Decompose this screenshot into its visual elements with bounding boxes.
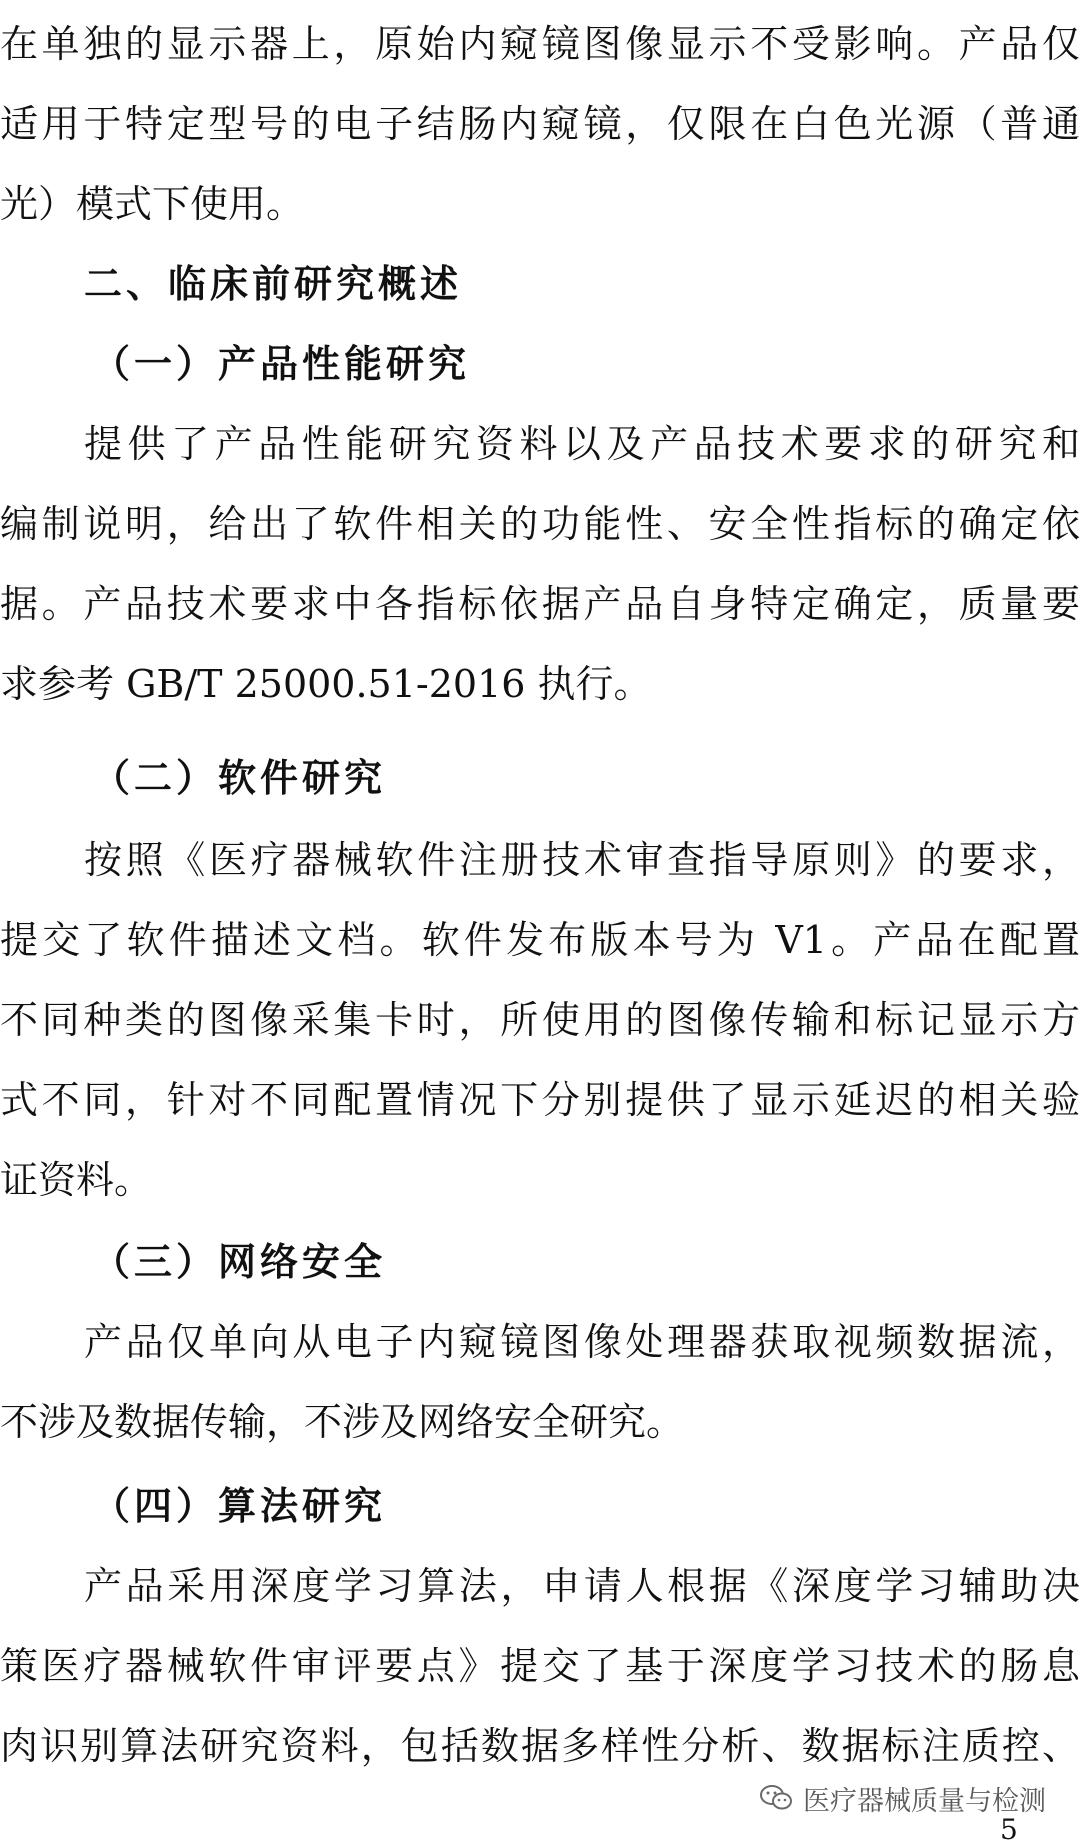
watermark [759,1778,1046,1818]
subsection-heading: （二）软件研究 [92,756,387,800]
page-number: 5 [1000,1813,1018,1846]
paragraph-line: 式不同，针对不同配置情况下分别提供了显示延迟的相关验 [0,1078,1080,1122]
paragraph-line: 肉识别算法研究资料，包括数据多样性分析、数据标注质控、 [0,1724,1080,1768]
subsection-heading: （一）产品性能研究 [92,342,471,386]
subsection-heading: （四）算法研究 [92,1484,387,1528]
paragraph-line: 不同种类的图像采集卡时，所使用的图像传输和标记显示方 [0,998,1080,1042]
paragraph-line: 不涉及数据传输，不涉及网络安全研究。 [0,1400,685,1444]
paragraph-line: 光）模式下使用。 [0,182,305,226]
paragraph-line: 适用于特定型号的电子结肠内窥镜，仅限在白色光源（普通 [0,102,1080,146]
paragraph-line: 据。产品技术要求中各指标依据产品自身特定确定，质量要 [0,582,1080,626]
paragraph-line: 产品仅单向从电子内窥镜图像处理器获取视频数据流， [84,1320,1080,1364]
paragraph-line: 提供了产品性能研究资料以及产品技术要求的研究和 [84,422,1080,466]
wechat-icon [759,1784,793,1812]
paragraph-line: 产品采用深度学习算法，申请人根据《深度学习辅助决 [84,1564,1080,1608]
paragraph-line: 在单独的显示器上，原始内窥镜图像显示不受影响。产品仅 [0,22,1080,66]
paragraph-line: 按照《医疗器械软件注册技术审查指导原则》的要求， [84,838,1080,882]
section-heading: 二、临床前研究概述 [84,262,463,306]
paragraph-line: 提交了软件描述文档。软件发布版本号为 V1。产品在配置 [0,918,1080,962]
paragraph-line: 求参考 GB/T 25000.51-2016 执行。 [0,662,652,706]
watermark-text: 医疗器械质量与检测 [803,1785,1046,1817]
paragraph-line: 证资料。 [0,1158,153,1202]
subsection-heading: （三）网络安全 [92,1240,387,1284]
paragraph-line: 编制说明，给出了软件相关的功能性、安全性指标的确定依 [0,502,1080,546]
paragraph-line: 策医疗器械软件审评要点》提交了基于深度学习技术的肠息 [0,1644,1080,1688]
